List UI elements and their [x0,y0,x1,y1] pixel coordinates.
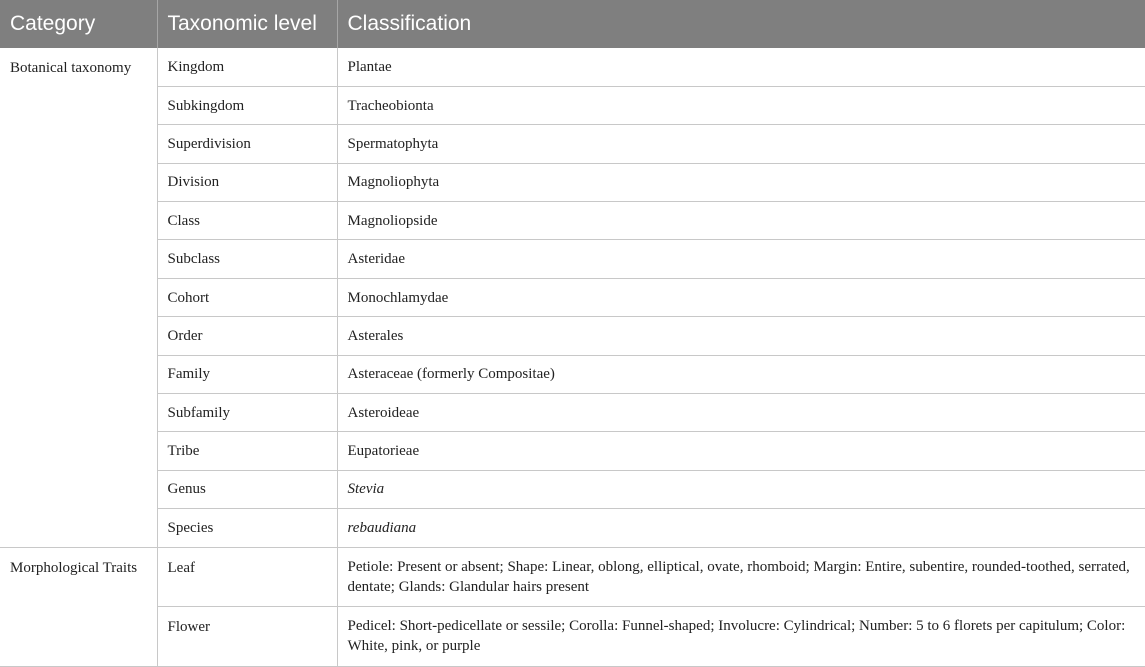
level-cell: Subfamily [157,394,337,432]
classification-cell: Asteraceae (formerly Compositae) [337,355,1145,393]
classification-cell: Magnoliophyta [337,163,1145,201]
classification-cell: Eupatorieae [337,432,1145,470]
table-row [0,278,1145,316]
classification-cell: Asteridae [337,240,1145,278]
table-row [0,86,1145,124]
header-row [0,0,1145,48]
table-row [0,470,1145,508]
table-row [0,125,1145,163]
classification-cell-genus: Stevia [337,470,1145,508]
table-header [0,0,1145,48]
classification-cell: Spermatophyta [337,125,1145,163]
level-cell: Class [157,202,337,240]
level-cell: Order [157,317,337,355]
table-row [0,432,1145,470]
level-cell: Superdivision [157,125,337,163]
classification-cell-species: rebaudiana [337,509,1145,547]
category-botanical-taxonomy: Botanical taxonomy [0,48,157,547]
header-category: Category [0,0,157,48]
table-row [0,355,1145,393]
level-cell: Subkingdom [157,86,337,124]
level-cell: Flower [157,607,337,667]
classification-cell: Asterales [337,317,1145,355]
table-row [0,509,1145,547]
level-cell: Division [157,163,337,201]
level-cell: Species [157,509,337,547]
level-cell: Cohort [157,278,337,316]
table-body [0,48,1145,666]
level-cell: Tribe [157,432,337,470]
header-taxonomic-level: Taxonomic level [157,0,337,48]
table-row [0,48,1145,86]
table-row [0,547,1145,607]
classification-cell: Pedicel: Short-pedicellate or sessile; Corolla: Funnel-shaped; Involucre: Cylindrical; Number: 5 to 6 florets per capitulum; Color: White, pink, or purple [337,607,1145,667]
table-row [0,317,1145,355]
table-row [0,607,1145,667]
level-cell: Subclass [157,240,337,278]
table-row [0,240,1145,278]
classification-cell: Asteroideae [337,394,1145,432]
table-row [0,202,1145,240]
level-cell: Leaf [157,547,337,607]
classification-cell: Tracheobionta [337,86,1145,124]
classification-cell: Magnoliopside [337,202,1145,240]
classification-cell: Petiole: Present or absent; Shape: Linear, oblong, elliptical, ovate, rhomboid; Margin: Entire, subentire, rounded-toothed, serrated, dentate; Glands: Glandular hairs present [337,547,1145,607]
classification-cell: Plantae [337,48,1145,86]
level-cell: Genus [157,470,337,508]
category-morphological-traits: Morphological Traits [0,547,157,666]
level-cell: Kingdom [157,48,337,86]
level-cell: Family [157,355,337,393]
table-row [0,163,1145,201]
classification-cell: Monochlamydae [337,278,1145,316]
header-classification: Classification [337,0,1145,48]
table-row [0,394,1145,432]
